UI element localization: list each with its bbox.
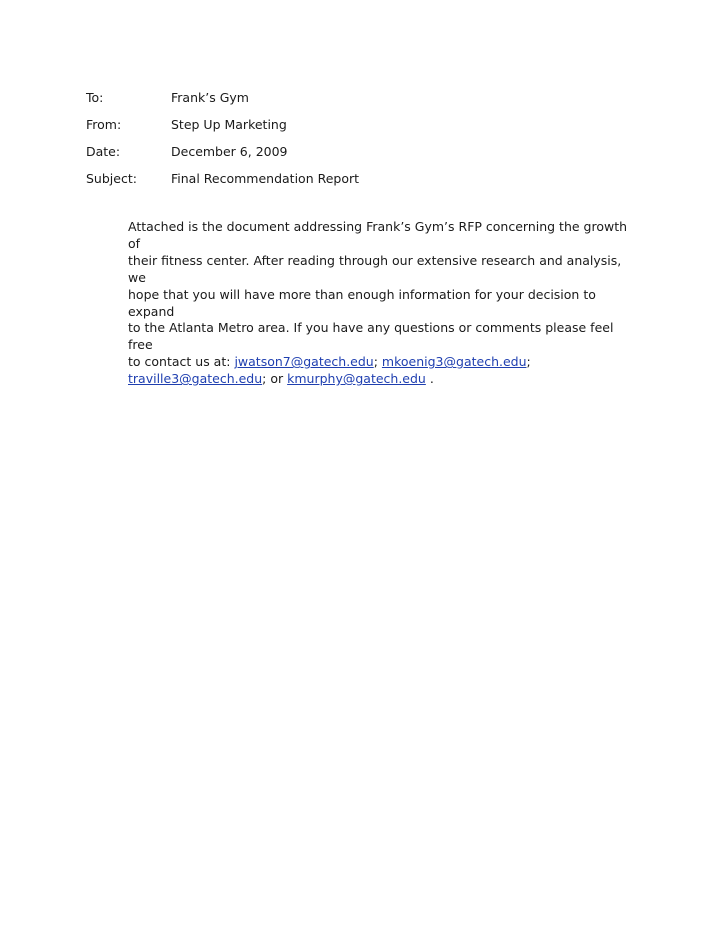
email-separator: ; or	[262, 371, 288, 387]
email-separator: ;	[526, 354, 531, 370]
date-value: December 6, 2009	[171, 144, 288, 159]
body-line-3: hope that you will have more than enough information for your decision to expand	[128, 286, 596, 319]
subject-value: Final Recommendation Report	[171, 171, 360, 186]
memo-subject-row	[86, 165, 646, 192]
contact-prefix: to contact us at:	[128, 354, 235, 370]
email-link-mkoenig3[interactable]: mkoenig3@gatech.edu	[381, 354, 527, 370]
memo-body-paragraph	[128, 219, 628, 388]
memo-header	[86, 84, 646, 192]
email-link-kmurphy[interactable]: kmurphy@gatech.edu	[287, 371, 426, 387]
to-label: To:	[86, 90, 104, 105]
email-link-traville3[interactable]: traville3@gatech.edu	[128, 371, 263, 387]
body-line-5	[128, 354, 628, 371]
subject-label: Subject:	[86, 171, 137, 186]
to-value: Frank’s Gym	[171, 90, 249, 105]
body-line-2: their fitness center. After reading through our extensive research and analysis, we	[128, 252, 622, 285]
from-value: Step Up Marketing	[171, 117, 287, 132]
body-line-4: to the Atlanta Metro area. If you have any questions or comments please feel free	[128, 320, 614, 353]
closing-punctuation: .	[425, 371, 434, 387]
email-link-jwatson7[interactable]: jwatson7@gatech.edu	[234, 354, 374, 370]
memo-from-row	[86, 111, 646, 138]
date-label: Date:	[86, 144, 121, 159]
body-line-6	[128, 371, 628, 388]
from-label: From:	[86, 117, 122, 132]
memo-to-row	[86, 84, 646, 111]
body-line-1: Attached is the document addressing Frank’s Gym’s RFP concerning the growth of	[128, 219, 628, 251]
memo-date-row	[86, 138, 646, 165]
email-separator: ;	[373, 354, 382, 370]
